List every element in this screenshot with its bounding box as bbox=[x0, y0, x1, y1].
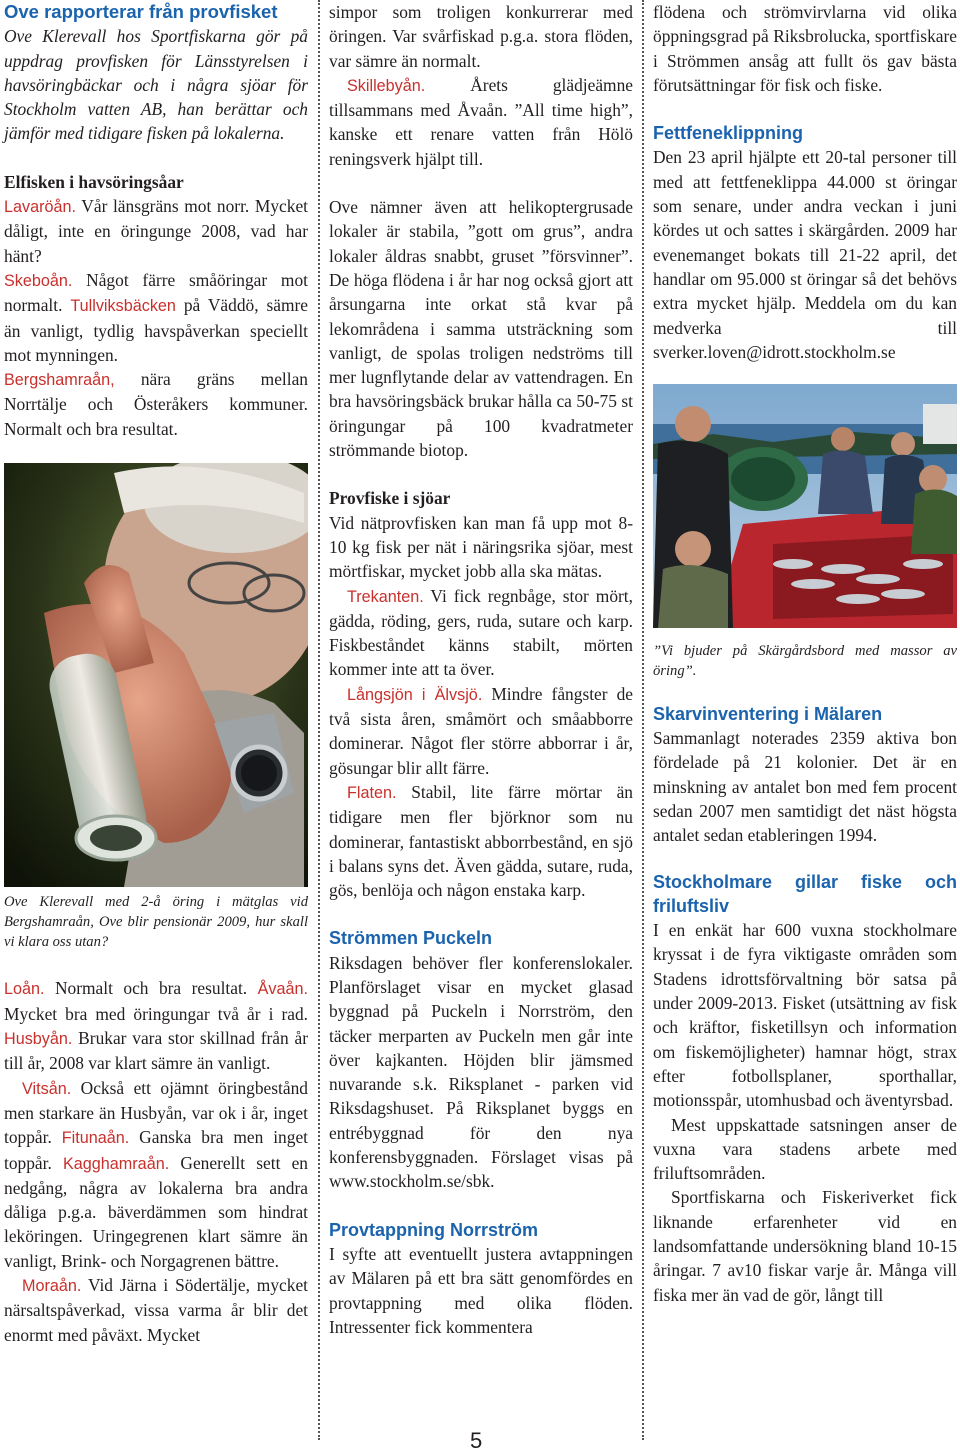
paragraph: Bergshamraån, nära gräns mellan Norrtälje och Österåkers kommuner. Normalt och bra resultat. bbox=[4, 369, 308, 439]
place-name: Kagghamraån. bbox=[63, 1154, 170, 1173]
paragraph: Mest uppskattade satsningen anser de vuxna vara stadens arbete med friluftsområden. bbox=[653, 1114, 957, 1184]
paragraph: Vid nätprovfisken kan man få upp mot 8-10 kg fisk per nät i näringsrika sjöar, mest mörtfiskar, mycket jobb alla ska mätas. bbox=[329, 512, 633, 582]
column-rule-1 bbox=[318, 0, 320, 1440]
photo-illustration bbox=[653, 384, 957, 628]
page-number: 5 bbox=[470, 1428, 483, 1453]
paragraph: Moraån. Vid Järna i Södertälje, mycket närsaltspåverkad, vissa varma år blir det enormt med påväxt. Mycket bbox=[4, 1275, 308, 1345]
place-name: Skeboån. bbox=[4, 271, 73, 290]
paragraph: simpor som troligen konkurrerar med öringen. Var svårfiskad p.g.a. stora flöden, var sämre än normalt. bbox=[329, 2, 633, 71]
column-3 bbox=[653, 0, 957, 1307]
place-name: Långsjön i Älvsjö. bbox=[347, 685, 483, 704]
paragraph: Sammanlagt noterades 2359 aktiva bon fördelade på 21 kolonier. Det är en minskning av antalet bon med fem procent sedan 2007 men samtidigt det näst högsta antalet sedan etableringen 1994. bbox=[653, 728, 957, 846]
photo-caption: Ove Klerevall med 2-å öring i mätglas vid Bergshamraån, Ove blir pensionär 2009, hur skall vi klara oss utan? bbox=[4, 894, 308, 950]
section-heading-elfisk: Elfisken i havsöringsåar bbox=[4, 171, 184, 192]
place-name: Skillebyån. bbox=[347, 76, 426, 95]
section-heading-sjoar: Provfiske i sjöar bbox=[329, 488, 451, 509]
place-name: Lavaröån. bbox=[4, 198, 76, 217]
paragraph: I en enkät har 600 vuxna stockholmare kryssat i de fyra viktigaste områden som Stadens idrottsförvaltning bör satsa på under 2009-2013. Fisket (utsättning av fisk och kräftor, fisketillsyn och information om fiskemöjligheter) hamnar högt, strax efter fotbollsplaner, sporthallar, motionsspår, utomhusbad och äventyrsbad. bbox=[653, 920, 957, 1111]
paragraph: Ove nämner även att helikoptergrusade lokaler är stabila, ”gott om grus”, andra lokaler åldras snabbt, gruset ”försvinner”. De höga flödena i år har nog också gjort att årsungarna inte orkat stå kvar på lekområdena i samma utsträckning som vanligt, de spolas troligen nedströms till mer lugnflytande delar av vattendragen. En bra havsöringsbäck brukar hålla ca 50-75 st öringungar på 100 kvadratmeter strömmande biotop. bbox=[329, 197, 633, 461]
photo-ove-measuring-glass bbox=[4, 463, 308, 887]
place-name: Flaten. bbox=[347, 783, 397, 802]
paragraph: Skillebyån. Årets glädjeämne tillsammans med Åvaån. ”All time high”, kanske ett renare vatten från Hölö reningsverk hjälpt till. bbox=[329, 74, 633, 169]
column-2 bbox=[329, 0, 633, 1339]
paragraph: Sportfiskarna och Fiskeriverket fick liknande erfarenheter vid en landsomfattande undersökning bland 10-15 åringar. 7 av10 fiskar varje år. Många vill fiska mer än vad de gör, långt till bbox=[653, 1187, 957, 1305]
paragraph: Långsjön i Älvsjö. Mindre fångster de två sista åren, småmört och småabborre dominerar. Något fler större abborrar i år, gösungar blir allt färre. bbox=[329, 683, 633, 778]
section-heading-gillar-fiske: Stockholmare gillar fiske och friluftsliv bbox=[653, 871, 957, 916]
paragraph: I syfte att eventuellt justera avtappningen av Mälaren på ett bra sätt genomfördes en provtappning med olika flöden. Intressenter fick kommentera bbox=[329, 1243, 633, 1337]
place-name: Tullviksbäcken bbox=[70, 297, 176, 316]
paragraph: Flaten. Stabil, lite färre mörtar än tidigare men fler björknor som nu dominerar, fantastiskt abborrbestånd, en sjö i balans syns det. Även gädda, sutare, ruda, gös, benlöja och någon enstaka karp. bbox=[329, 781, 633, 901]
section-heading-provtappning: Provtappning Norrström bbox=[329, 1219, 539, 1240]
place-name: Moraån. bbox=[22, 1277, 82, 1295]
place-name: Åvaån. bbox=[257, 980, 308, 999]
paragraph: Skeboån. Något färre småöringar mot normalt. Tullviksbäcken på Väddö, sämre än vanligt, tydlig havspåverkan speciellt mot mynningen. bbox=[4, 269, 308, 365]
place-name: Husbyån. bbox=[4, 1030, 73, 1049]
place-name: Loån. bbox=[4, 980, 45, 999]
paragraph: Vitsån. Också ett ojämnt öringbestånd men starkare än Husbyån, var ok i år, inget toppår. Fitunaån. Ganska bra men inget toppår. Kagghamraån. Generellt sett en nedgång, några av lokalerna bra andra dåliga p.g.a. bäverdämmen som hindrat leköringen. Uringegrenen klart sämre än vanligt, Brink- och Norgagrenen bättre. bbox=[4, 1077, 309, 1271]
place-name: Vitsån. bbox=[22, 1079, 72, 1098]
column-1 bbox=[4, 0, 308, 1347]
paragraph: Lavaröån. Vår länsgräns mot norr. Mycket dåligt, inte en öringunge 2008, vad har hänt? bbox=[4, 196, 308, 266]
place-name: Bergshamraån, bbox=[4, 371, 115, 390]
paragraph: Den 23 april hjälpte ett 20-tal personer till med att fettfeneklippa 44.000 st öringar som senare, under andra veckan i juni kördes ut och sattes i skärgården. 2009 har evenemanget bokats till 21-22 april, det handlar om 95.000 st öringar så det behövs extra mycket hjälp. Meddela om du kan medverka till sverker.loven@idrott.stockholm.se bbox=[653, 147, 957, 362]
paragraph: flödena och strömvirvlarna vid olika öppningsgrad på Riksbrolucka, sportfiskare i Strömmen ansåg att fullt ös gav bästa förutsättningar för fisk och fiske. bbox=[653, 2, 957, 95]
section-heading-puckeln: Strömmen Puckeln bbox=[329, 928, 493, 949]
article-lede: Ove Klerevall hos Sportfiskarna gör på uppdrag provfisken för Länsstyrelsen i havsöringbäckar och i några sjöar för Stockholm vatten AB, han berättar och jämför med tidigare fisken på lokalerna. bbox=[4, 26, 308, 144]
place-name: Trekanten. bbox=[347, 587, 424, 606]
paragraph: Riksdagen behöver fler konferenslokaler. Planförslaget visar en mycket glasad byggnad på Puckeln i Norrström, den täcker merparten av Puckeln men går inte över kajkanten. Höjden blir jämsmed nuvarande s.k. Riksplanet - parken vid Riksdagshuset. På Riksplanet byggs en entrébyggnad för den nya konferensbyggnaden. Förslaget visas på www.stockholm.se/sbk. bbox=[329, 952, 633, 1192]
section-heading-skarv: Skarvinventering i Mälaren bbox=[653, 703, 883, 724]
section-heading-fettfeneklippning: Fettfeneklippning bbox=[653, 123, 803, 144]
photo-fin-clipping bbox=[653, 384, 957, 628]
paragraph: Trekanten. Vi fick regnbåge, stor mört, gädda, röding, gers, ruda, sutare och karp. Fiskbeståndet känns stabilt, mörten kommer inte att ta över. bbox=[329, 585, 633, 680]
article-title: Ove rapporterar från provfisket bbox=[4, 1, 278, 22]
photo-illustration bbox=[4, 463, 308, 887]
place-name: Fitunaån. bbox=[61, 1129, 130, 1148]
photo-caption: ”Vi bjuder på Skärgårdsbord med massor av öring”. bbox=[653, 643, 957, 679]
paragraph: Loån. Normalt och bra resultat. Åvaån. Mycket bra med öringungar två år i rad. Husbyån. Brukar vara stor skillnad från år till år, 2008 var klart sämre än vanligt. bbox=[4, 978, 308, 1074]
column-rule-2 bbox=[642, 0, 644, 1440]
